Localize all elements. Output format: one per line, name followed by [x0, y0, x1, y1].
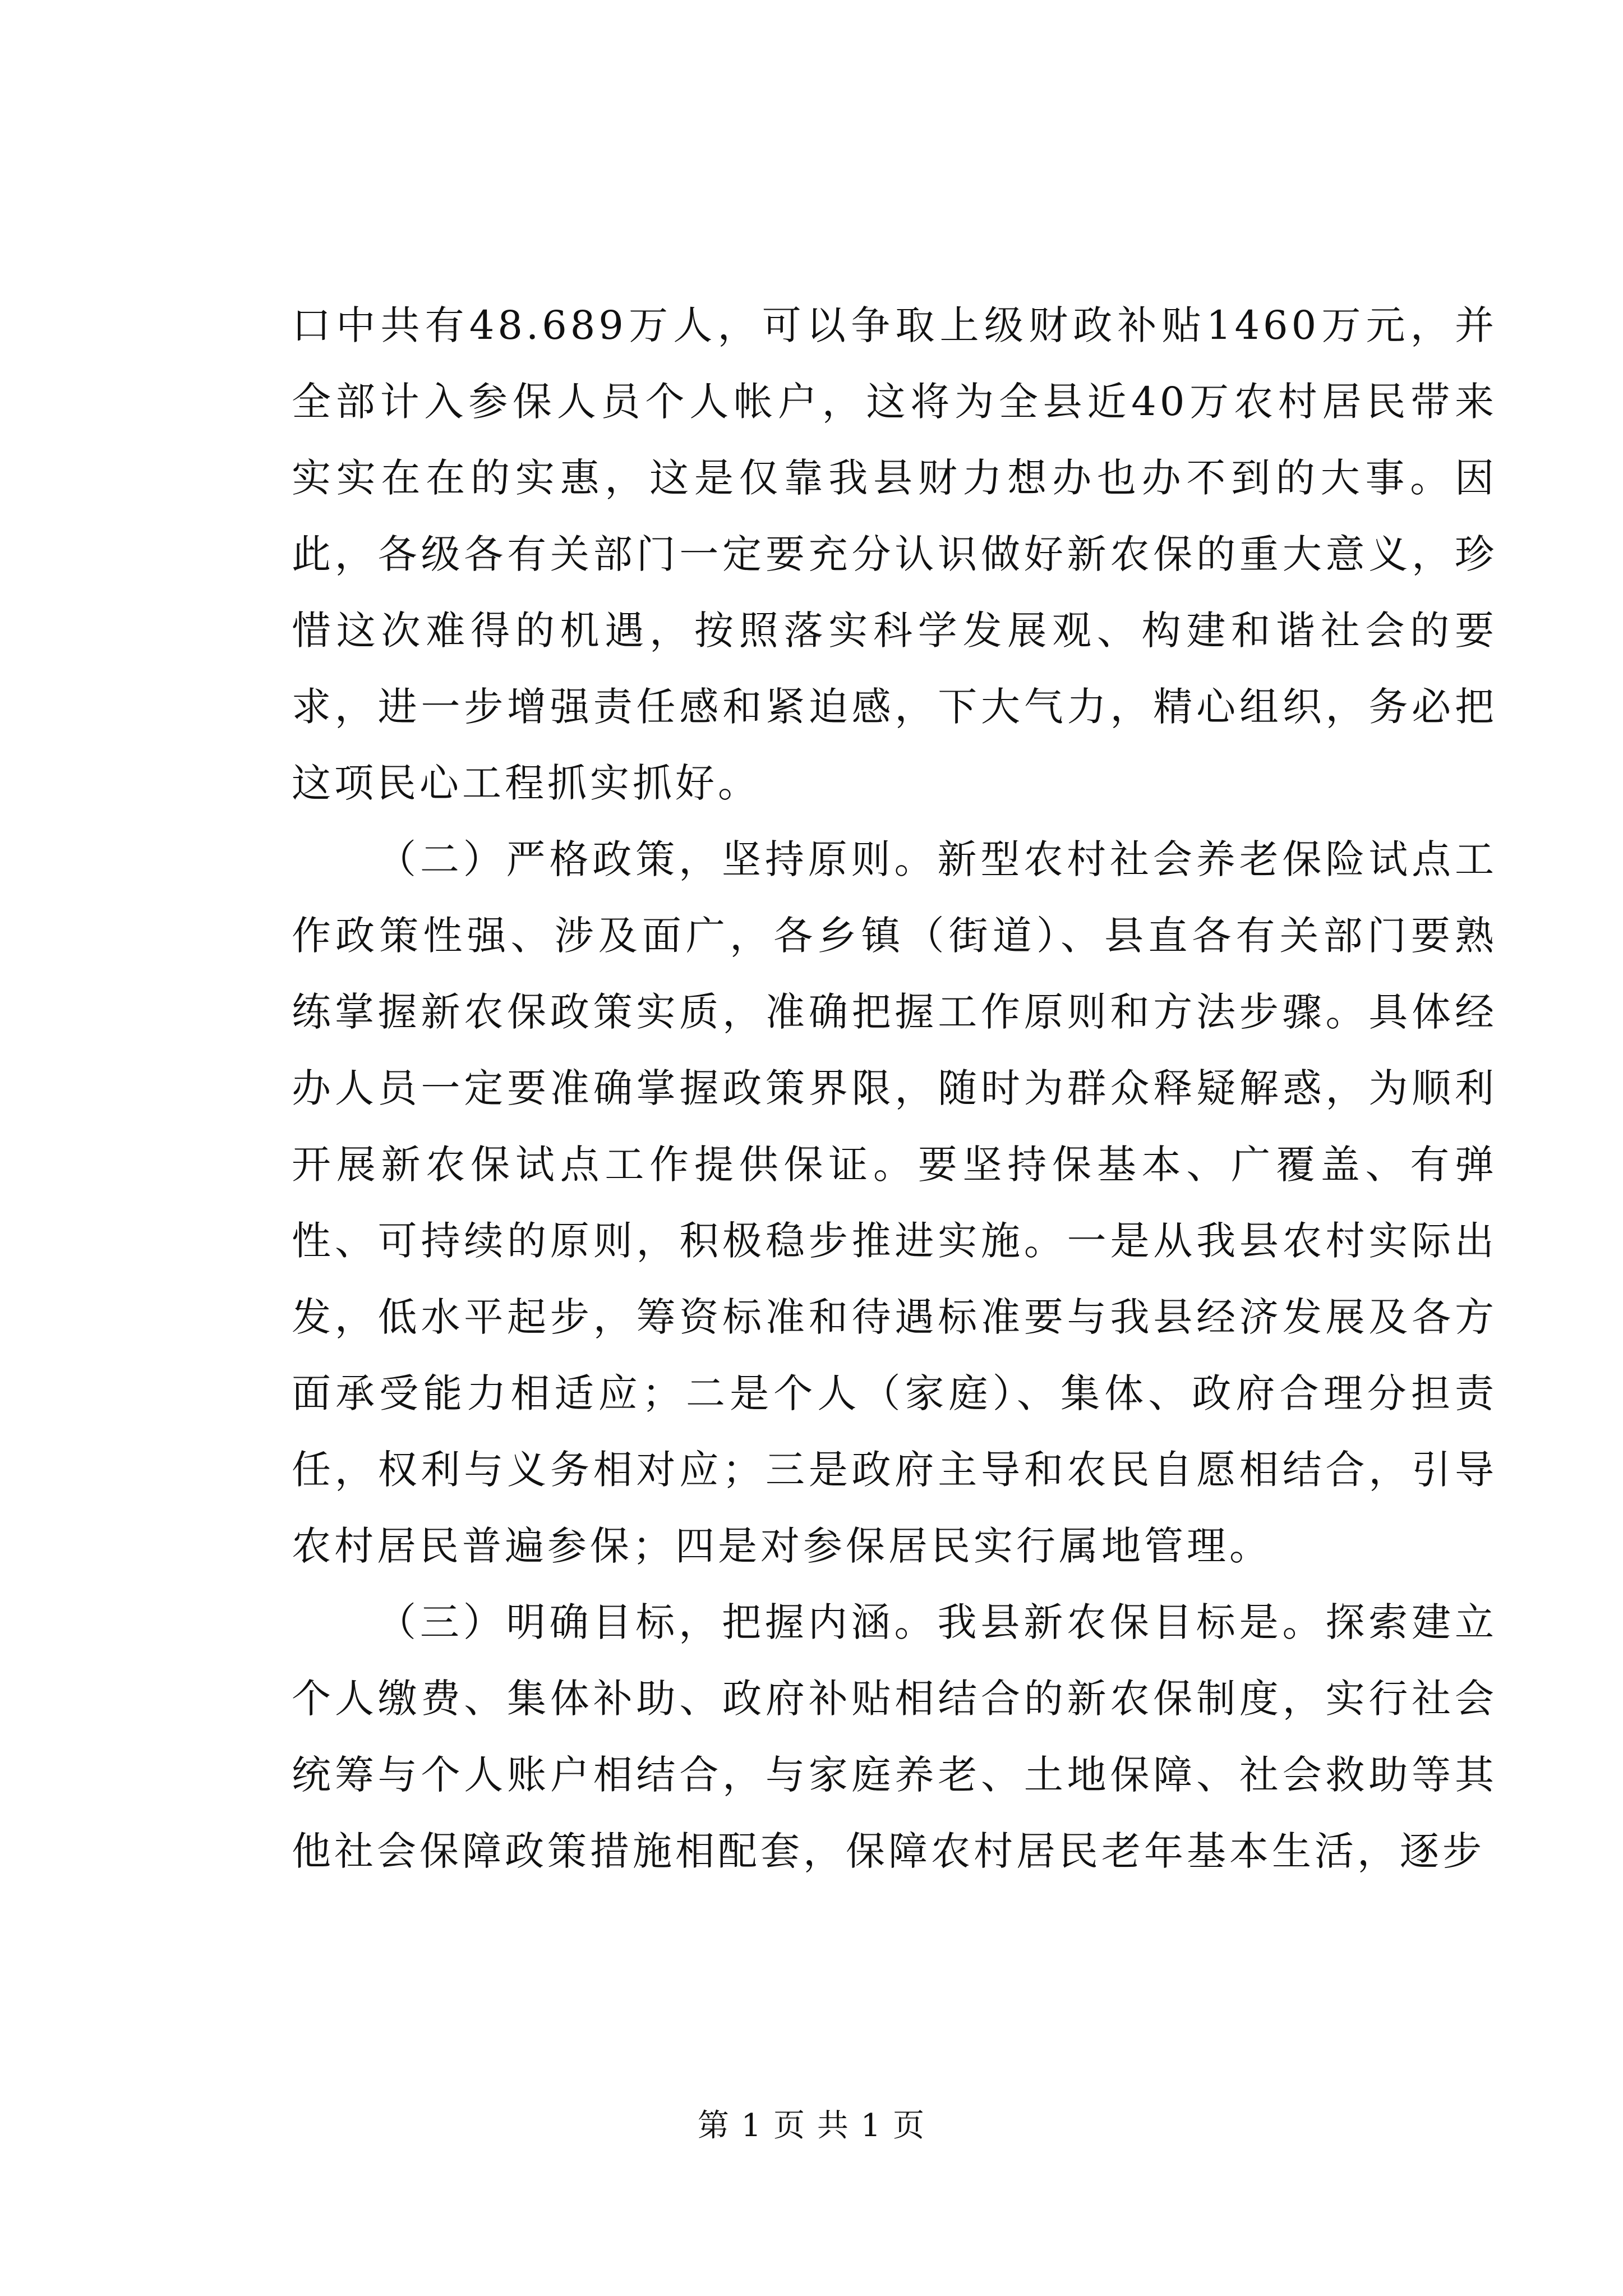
paragraph-section-three: （三）明确目标，把握内涵。我县新农保目标是。探索建立个人缴费、集体补助、政府补贴相结合的新农保制度，实行社会统筹与个人账户相结合，与家庭养老、土地保障、社会救助等其他社会保障政策措施相配套，保障农村居民老年基本生活，逐步 — [292, 1599, 1497, 1874]
document-body — [292, 287, 1497, 1889]
page-footer: 第 1 页 共 1 页 — [697, 2108, 926, 2144]
paragraph-section-two: （二）严格政策，坚持原则。新型农村社会养老保险试点工作政策性强、涉及面广，各乡镇（街道）、县直各有关部门要熟练掌握新农保政策实质，准确把握工作原则和方法步骤。具体经办人员一定要准确掌握政策界限，随时为群众释疑解惑，为顺利开展新农保试点工作提供保证。要坚持保基本、广覆盖、有弹性、可持续的原则，积极稳步推进实施。一是从我县农村实际出发，低水平起步，筹资标准和待遇标准要与我县经济发展及各方面承受能力相适应；二是个人（家庭）、集体、政府合理分担责任，权利与义务相对应；三是政府主导和农民自愿相结合，引导农村居民普遍参保；四是对参保居民实行属地管理。 — [292, 836, 1497, 1569]
paragraph-continuation: 口中共有48.689万人，可以争取上级财政补贴1460万元，并全部计入参保人员个人帐户，这将为全县近40万农村居民带来实实在在的实惠，这是仅靠我县财力想办也办不到的大事。因此，各级各有关部门一定要充分认识做好新农保的重大意义，珍惜这次难得的机遇，按照落实科学发展观、构建和谐社会的要求，进一步增强责任感和紧迫感，下大气力，精心组织，务必把这项民心工程抓实抓好。 — [292, 302, 1497, 806]
